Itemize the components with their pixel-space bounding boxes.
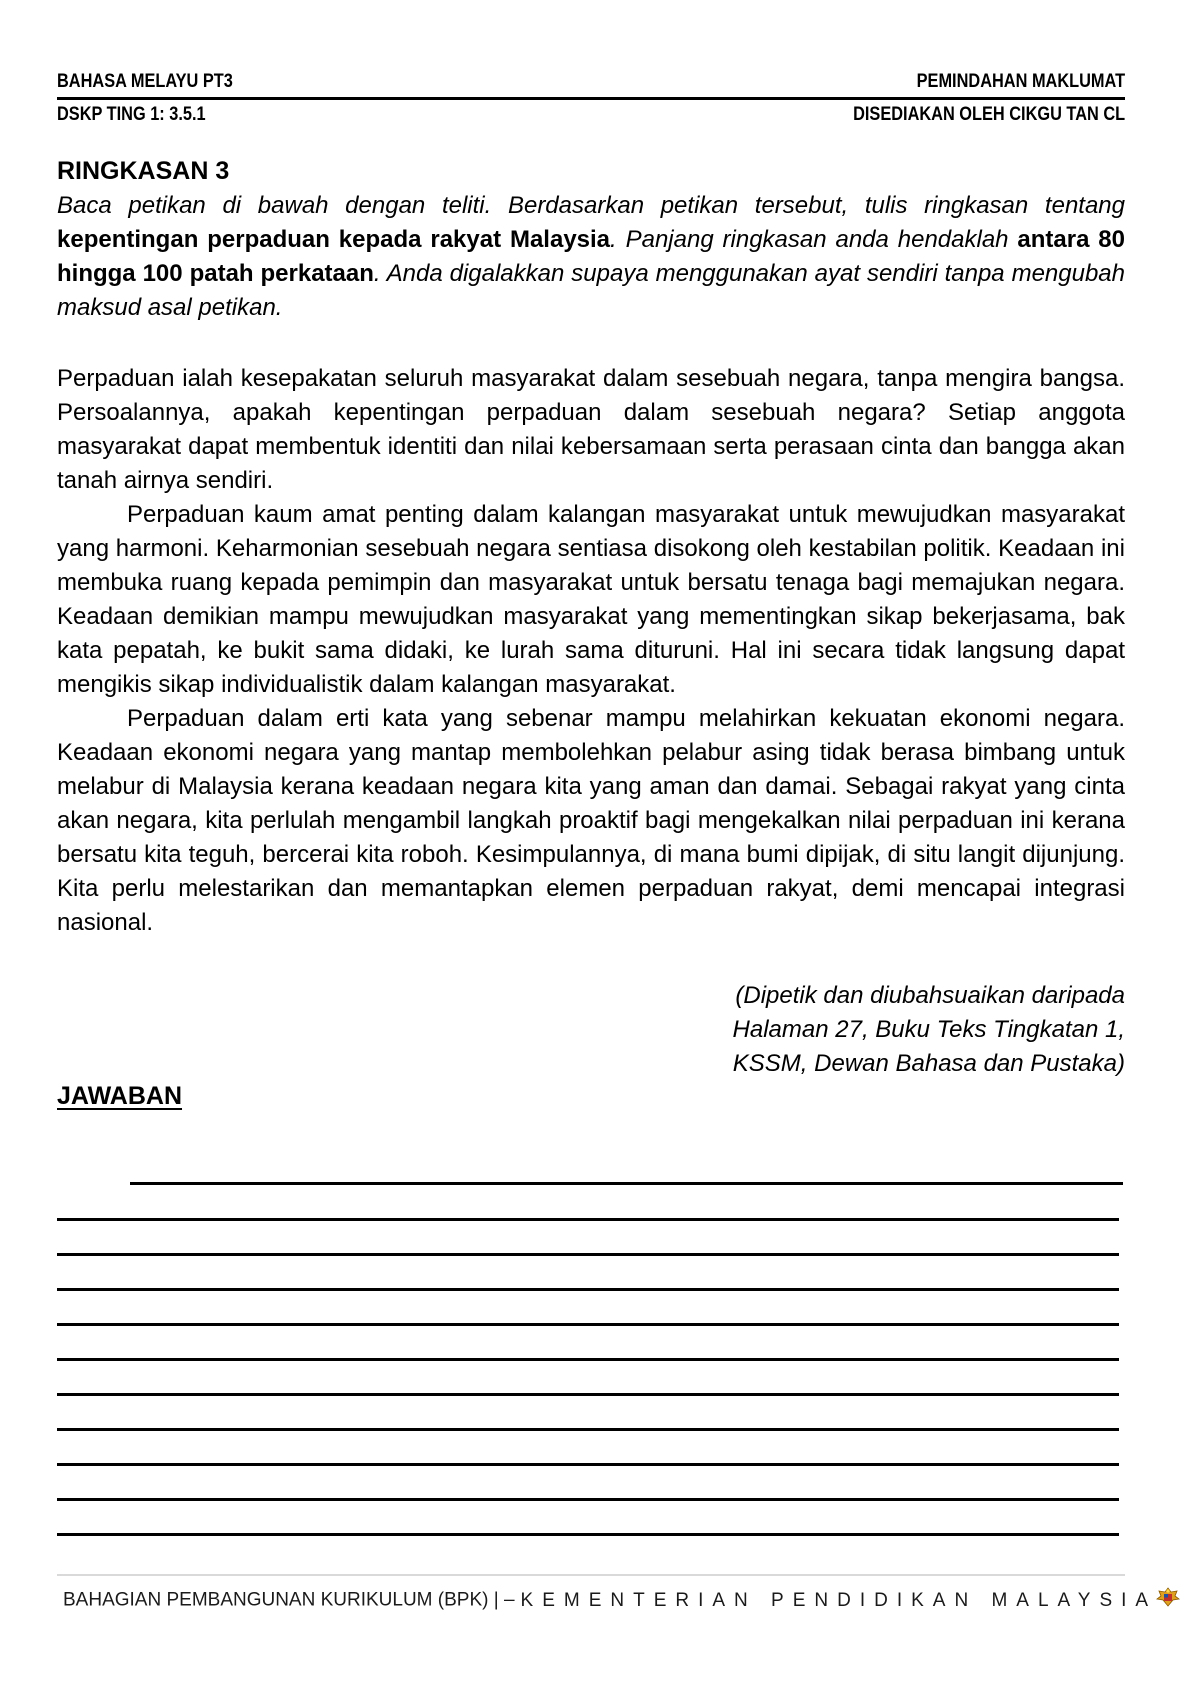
answer-line[interactable] xyxy=(57,1218,1119,1221)
footer-division: BAHAGIAN PEMBANGUNAN KURIKULUM (BPK) | – xyxy=(63,1589,515,1611)
answer-line[interactable] xyxy=(57,1253,1119,1256)
worksheet-page xyxy=(57,0,1158,1696)
answer-label: JAWABAN xyxy=(57,1082,183,1110)
answer-line[interactable] xyxy=(57,1393,1119,1396)
section-title: RINGKASAN 3 xyxy=(57,157,230,185)
passage-paragraph-2: Perpaduan kaum amat penting dalam kalangan masyarakat untuk mewujudkan masyarakat yang harmoni. Keharmonian sesebuah negara sentiasa disokong oleh kestabilan politik. Keadaan ini membuka ruang kepada pemimpin dan masyarakat untuk bersatu tenaga bagi memajukan negara. Keadaan demikian mampu mewujudkan masyarakat yang mementingkan sikap bekerjasama, bak kata pepatah, ke bukit sama didaki, ke lurah sama dituruni. Hal ini secara tidak langsung dapat mengikis sikap individualistik dalam kalangan masyarakat. xyxy=(57,501,1125,698)
instructions xyxy=(57,189,1125,325)
answer-line[interactable] xyxy=(57,1288,1119,1291)
answer-line[interactable] xyxy=(57,1428,1119,1431)
instructions-part-3: . Panjang ringkasan anda hendaklah xyxy=(610,226,1018,253)
footer-divider xyxy=(57,1574,1125,1576)
answer-line[interactable] xyxy=(57,1358,1119,1361)
header-divider xyxy=(57,97,1125,100)
instructions-part-1: Baca petikan di bawah dengan teliti. Berdasarkan petikan tersebut, tulis ringkasan tentang xyxy=(57,192,1125,219)
instructions-part-5: . Anda digalakkan supaya menggunakan ayat sendiri tanpa mengubah maksud asal petikan. xyxy=(57,260,1126,321)
footer-ministry: KEMENTERIAN PENDIDIKAN MALAYSIA xyxy=(520,1589,1158,1611)
header-top-row xyxy=(57,71,1125,93)
instructions-word-count: antara 80 hingga 100 patah perkataan xyxy=(57,226,1125,287)
header-sub-row xyxy=(57,104,1125,126)
answer-line[interactable] xyxy=(57,1463,1119,1466)
passage xyxy=(57,362,1125,940)
header-dskp: DSKP TING 1: 3.5.1 xyxy=(57,104,206,125)
header-topic: PEMINDAHAN MAKLUMAT xyxy=(916,71,1126,92)
source-line-1: (Dipetik dan diubahsuaikan daripada xyxy=(735,982,1125,1009)
answer-line[interactable] xyxy=(57,1323,1119,1326)
answer-line[interactable] xyxy=(130,1182,1123,1185)
header-subject: BAHASA MELAYU PT3 xyxy=(57,71,233,92)
passage-paragraph-1: Perpaduan ialah kesepakatan seluruh masyarakat dalam sesebuah negara, tanpa mengira bangsa. Persoalannya, apakah kepentingan perpaduan dalam sesebuah negara? Setiap anggota masyarakat dapat membentuk identiti dan nilai kebersamaan serta perasaan cinta dan bangga akan tanah airnya sendiri. xyxy=(57,365,1125,494)
instructions-topic: kepentingan perpaduan kepada rakyat Malaysia xyxy=(57,226,611,253)
source-line-3: KSSM, Dewan Bahasa dan Pustaka) xyxy=(732,1050,1125,1077)
source-citation xyxy=(733,979,1125,1081)
malaysia-coat-of-arms-icon xyxy=(1155,1587,1181,1614)
answer-line[interactable] xyxy=(57,1498,1119,1501)
source-line-2: Halaman 27, Buku Teks Tingkatan 1, xyxy=(732,1016,1125,1043)
header-author: DISEDIAKAN OLEH CIKGU TAN CL xyxy=(853,104,1126,125)
answer-line[interactable] xyxy=(57,1533,1119,1536)
passage-paragraph-3: Perpaduan dalam erti kata yang sebenar mampu melahirkan kekuatan ekonomi negara. Keadaan ekonomi negara yang mantap membolehkan pelabur asing tidak berasa bimbang untuk melabur di Malaysia kerana keadaan negara kita yang aman dan damai. Sebagai rakyat yang cinta akan negara, kita perlulah mengambil langkah proaktif bagi mengekalkan nilai perpaduan ini kerana bersatu kita teguh, bercerai kita roboh. Kesimpulannya, di mana bumi dipijak, di situ langit dijunjung. Kita perlu melestarikan dan memantapkan elemen perpaduan rakyat, demi mencapai integrasi nasional. xyxy=(57,705,1125,936)
footer xyxy=(63,1587,1181,1614)
